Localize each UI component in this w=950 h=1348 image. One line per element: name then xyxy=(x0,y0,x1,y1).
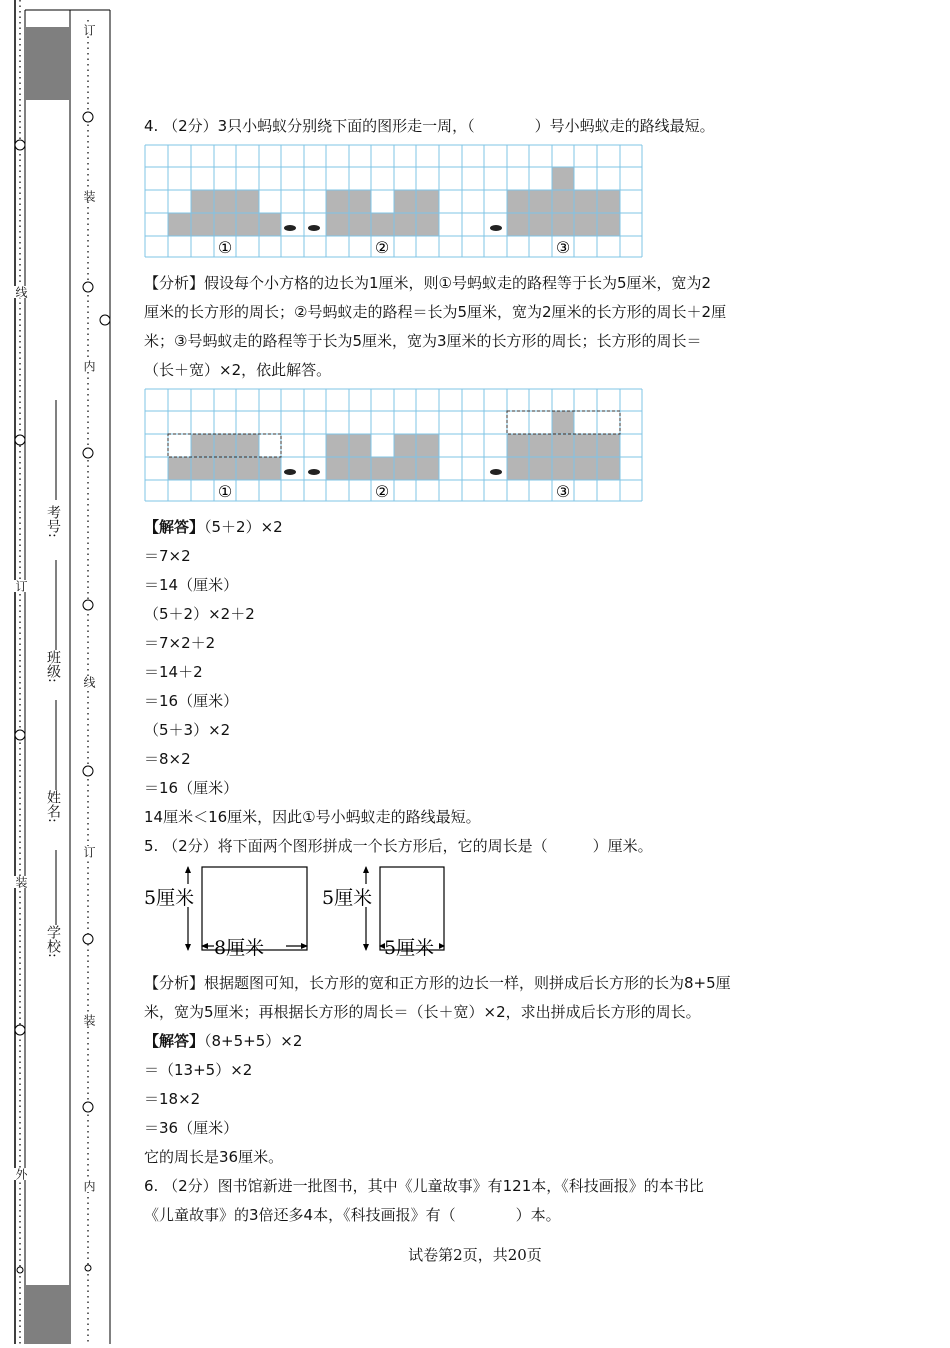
q4-answer-line: ＝8×2 xyxy=(144,750,191,768)
q4-conclusion: 14厘米＜16厘米，因此①号小蚂蚁走的路线最短。 xyxy=(144,808,481,826)
q4-figure-2 xyxy=(144,388,824,507)
q4-analysis-line-3: 米；③号蚂蚁走的路程等于长为5厘米，宽为3厘米的长方形的周长；长方形的周长＝ xyxy=(144,332,702,350)
inner-mark-xian: 线 xyxy=(82,676,96,688)
inner-mark-nei-1: 内 xyxy=(82,360,96,372)
inner-mark-ding-2: 订 xyxy=(82,846,96,858)
inner-mark-zhuang-1: 装 xyxy=(82,190,96,202)
q4-fig1-label-1: ① xyxy=(217,238,233,257)
q5-right-height-label: 5厘米 xyxy=(322,887,373,909)
q5-answer-label: 【解答】 xyxy=(144,1032,205,1050)
q4-stem: 4. （2分）3只小蚂蚁分别绕下面的图形走一周，（ ）号小蚂蚁走的路线最短。 xyxy=(144,117,715,135)
q4-fig2-label-2: ② xyxy=(374,482,390,501)
exam-no-label: 考号: xyxy=(45,505,61,538)
q4-analysis-line-1: 【分析】假设每个小方格的边长为1厘米，则①号蚂蚁走的路程等于长为5厘米，宽为2 xyxy=(144,274,712,292)
inner-mark-nei-2: 内 xyxy=(82,1180,96,1192)
outer-mark-ding: 订 xyxy=(14,580,28,592)
name-label: 姓名: xyxy=(45,790,61,823)
q4-fig2-label-1: ① xyxy=(217,482,233,501)
q4-answer-line: ＝14＋2 xyxy=(144,663,203,681)
q5-answer-line: （8+5+5）×2 xyxy=(204,1032,303,1050)
q4-analysis-line-2: 厘米的长方形的周长；②号蚂蚁走的路程＝长为5厘米，宽为2厘米的长方形的周长＋2厘 xyxy=(144,303,727,321)
school-label: 学校: xyxy=(45,925,61,958)
q4-answer-line: ＝16（厘米） xyxy=(144,779,239,797)
inner-mark-zhuang-2: 装 xyxy=(82,1014,96,1026)
q4-analysis-line-4: （长＋宽）×2，依此解答。 xyxy=(144,361,332,379)
q4-answer-line: （5＋3）×2 xyxy=(144,721,231,739)
q4-fig1-label-2: ② xyxy=(374,238,390,257)
outer-mark-wai: 外 xyxy=(14,1168,28,1180)
q4-answer-first xyxy=(144,513,824,542)
q6-stem-line-2: 《儿童故事》的3倍还多4本，《科技画报》有（ ）本。 xyxy=(144,1206,561,1224)
q5-figure xyxy=(144,864,824,963)
q4-fig2-label-3: ③ xyxy=(555,482,571,501)
q5-conclusion: 它的周长是36厘米。 xyxy=(144,1148,284,1166)
q4-answer-line: ＝7×2 xyxy=(144,547,191,565)
q4-answer-line: ＝14（厘米） xyxy=(144,576,239,594)
q5-answer-first xyxy=(144,1027,824,1056)
q4-answer-line: ＝7×2＋2 xyxy=(144,634,216,652)
q5-answer-line: ＝18×2 xyxy=(144,1090,201,1108)
q5-analysis-line-1: 【分析】根据题图可知，长方形的宽和正方形的边长一样，则拼成后长方形的长为8+5厘 xyxy=(144,974,731,992)
q5-left-height-label: 5厘米 xyxy=(144,887,195,909)
inner-mark-ding-1: 订 xyxy=(82,24,96,36)
outer-mark-zhuang: 装 xyxy=(14,876,28,888)
q5-answer-line: ＝（13+5）×2 xyxy=(144,1061,253,1079)
q4-answer-line: ＝16（厘米） xyxy=(144,692,239,710)
q5-answer-line: ＝36（厘米） xyxy=(144,1119,239,1137)
q4-answer-line: （5＋2）×2 xyxy=(204,518,283,536)
q5-left-width-label: 8厘米 xyxy=(214,937,265,959)
q4-answer-line: （5＋2）×2＋2 xyxy=(144,605,255,623)
binding-margin xyxy=(0,0,120,1344)
page-content xyxy=(144,112,824,1230)
q6-stem-line-1: 6. （2分）图书馆新进一批图书，其中《儿童故事》有121本，《科技画报》的本书比 xyxy=(144,1177,704,1195)
q5-stem: 5. （2分）将下面两个图形拼成一个长方形后，它的周长是（ ）厘米。 xyxy=(144,837,653,855)
q5-analysis-line-2: 米，宽为5厘米；再根据长方形的周长＝（长＋宽）×2，求出拼成后长方形的周长。 xyxy=(144,1003,701,1021)
outer-mark-xian: 线 xyxy=(14,286,28,298)
q4-fig1-label-3: ③ xyxy=(555,238,571,257)
q4-answer-label: 【解答】 xyxy=(144,518,205,536)
class-label: 班级: xyxy=(45,650,61,683)
page-footer: 试卷第2页，共20页 xyxy=(408,1246,542,1264)
q5-right-width-label: 5厘米 xyxy=(384,937,435,959)
q4-figure-1 xyxy=(144,144,824,263)
